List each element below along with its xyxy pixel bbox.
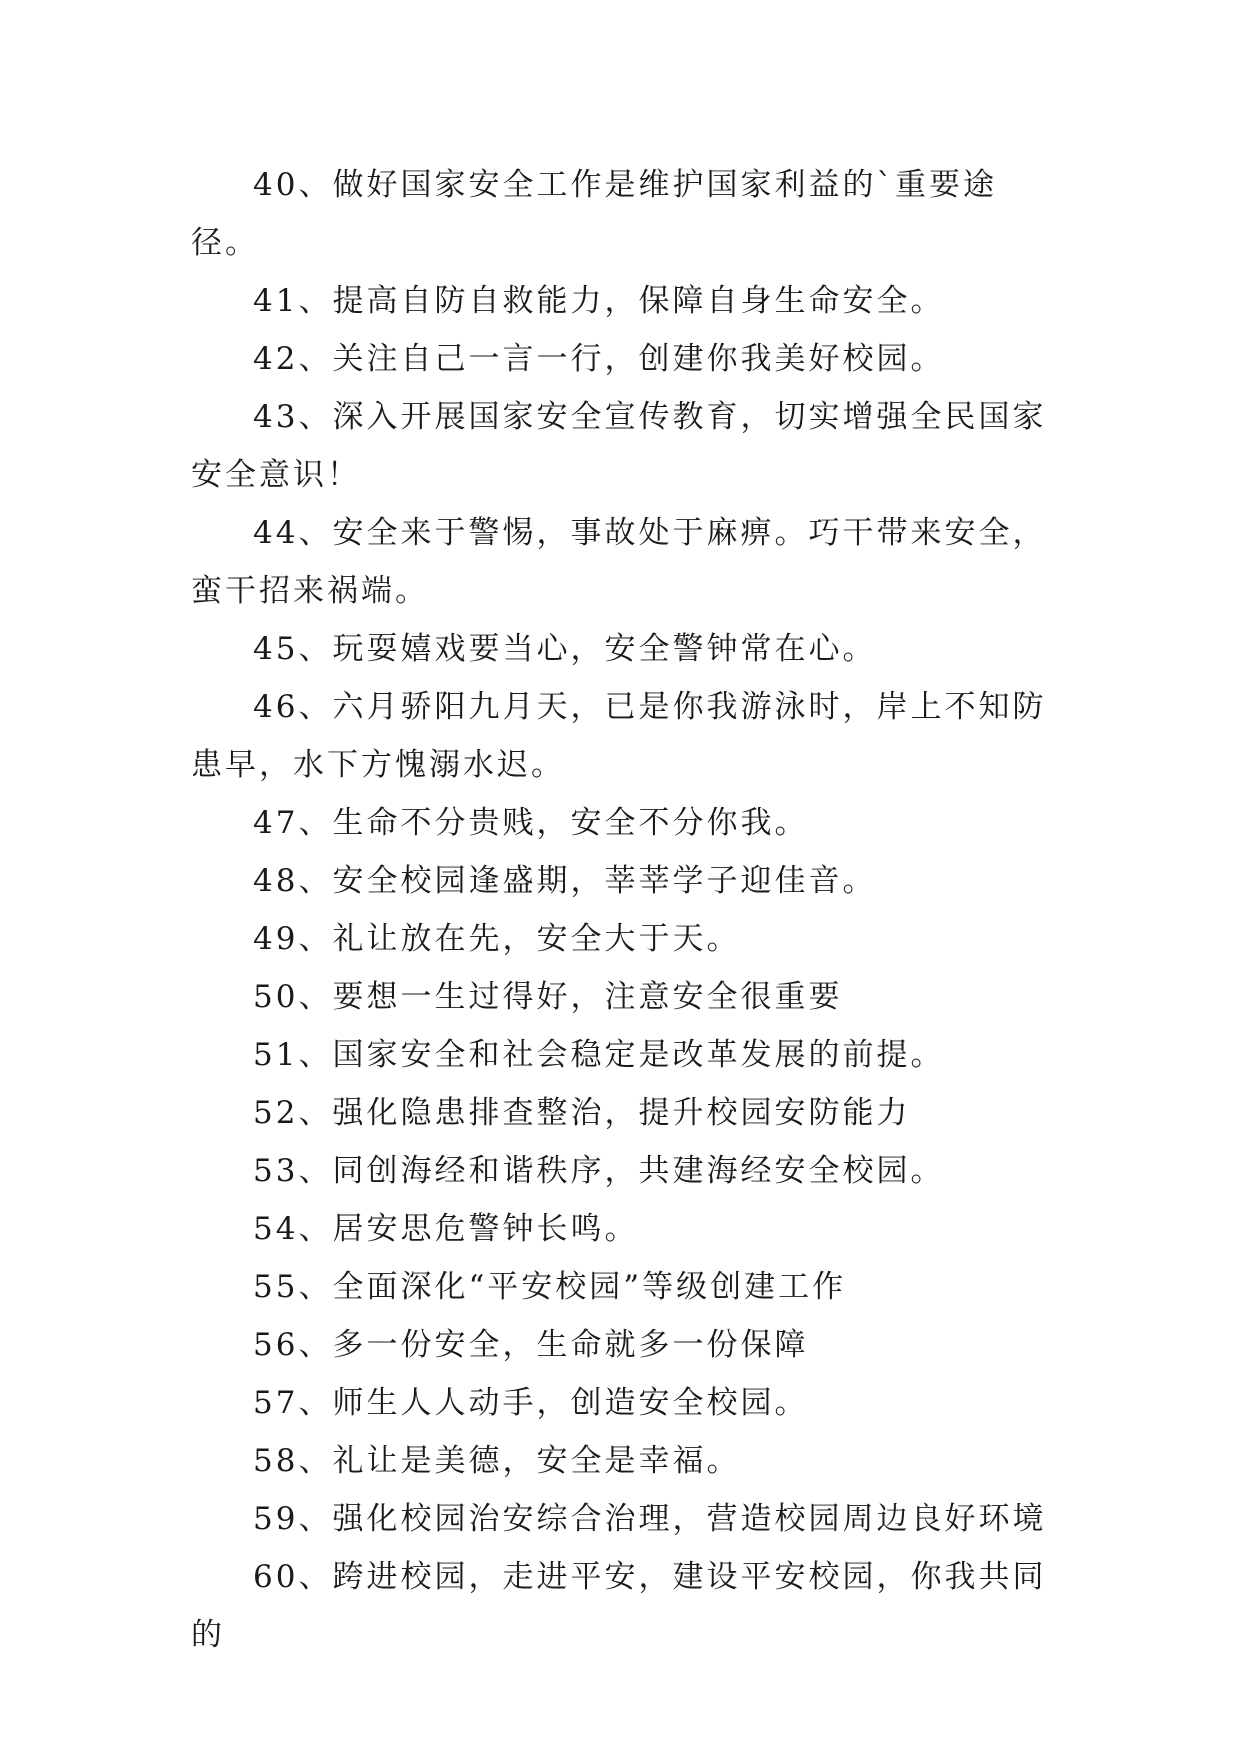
paragraph-53: 53、同创海经和谐秩序，共建海经安全校园。: [253, 1153, 945, 1189]
paragraph-54: 54、居安思危警钟长鸣。: [253, 1211, 639, 1247]
paragraph-59: 59、强化校园治安综合治理，营造校园周边良好环境: [253, 1501, 1047, 1537]
paragraph-44: 44、安全来于警惕，事故处于麻痹。巧干带来安全，蛮干招来祸端。: [191, 515, 1047, 609]
paragraph-56: 56、多一份安全，生命就多一份保障: [253, 1327, 809, 1363]
paragraph-43: 43、深入开展国家安全宣传教育，切实增强全民国家安全意识！: [191, 399, 1047, 493]
paragraph-51: 51、国家安全和社会稳定是改革发展的前提。: [253, 1037, 945, 1073]
paragraph-41: 41、提高自防自救能力，保障自身生命安全。: [253, 283, 945, 319]
paragraph-40: 40、做好国家安全工作是维护国家利益的`重要途径。: [191, 167, 997, 261]
paragraph-52: 52、强化隐患排查整治，提升校园安防能力: [253, 1095, 911, 1131]
document-body: [191, 156, 1051, 1664]
paragraph-50: 50、要想一生过得好，注意安全很重要: [253, 979, 843, 1015]
paragraph-55: 55、全面深化“平安校园”等级创建工作: [253, 1269, 847, 1305]
paragraph-42: 42、关注自己一言一行，创建你我美好校园。: [253, 341, 945, 377]
paragraph-47: 47、生命不分贵贱，安全不分你我。: [253, 805, 809, 841]
paragraph-45: 45、玩耍嬉戏要当心，安全警钟常在心。: [253, 631, 877, 667]
paragraph-48: 48、安全校园逢盛期，莘莘学子迎佳音。: [253, 863, 877, 899]
paragraph-58: 58、礼让是美德，安全是幸福。: [253, 1443, 741, 1479]
paragraph-57: 57、师生人人动手，创造安全校园。: [253, 1385, 809, 1421]
paragraph-60: 60、跨进校园，走进平安，建设平安校园，你我共同的: [191, 1559, 1047, 1653]
paragraph-46: 46、六月骄阳九月天，已是你我游泳时，岸上不知防患早，水下方愧溺水迟。: [191, 689, 1047, 783]
paragraph-49: 49、礼让放在先，安全大于天。: [253, 921, 741, 957]
